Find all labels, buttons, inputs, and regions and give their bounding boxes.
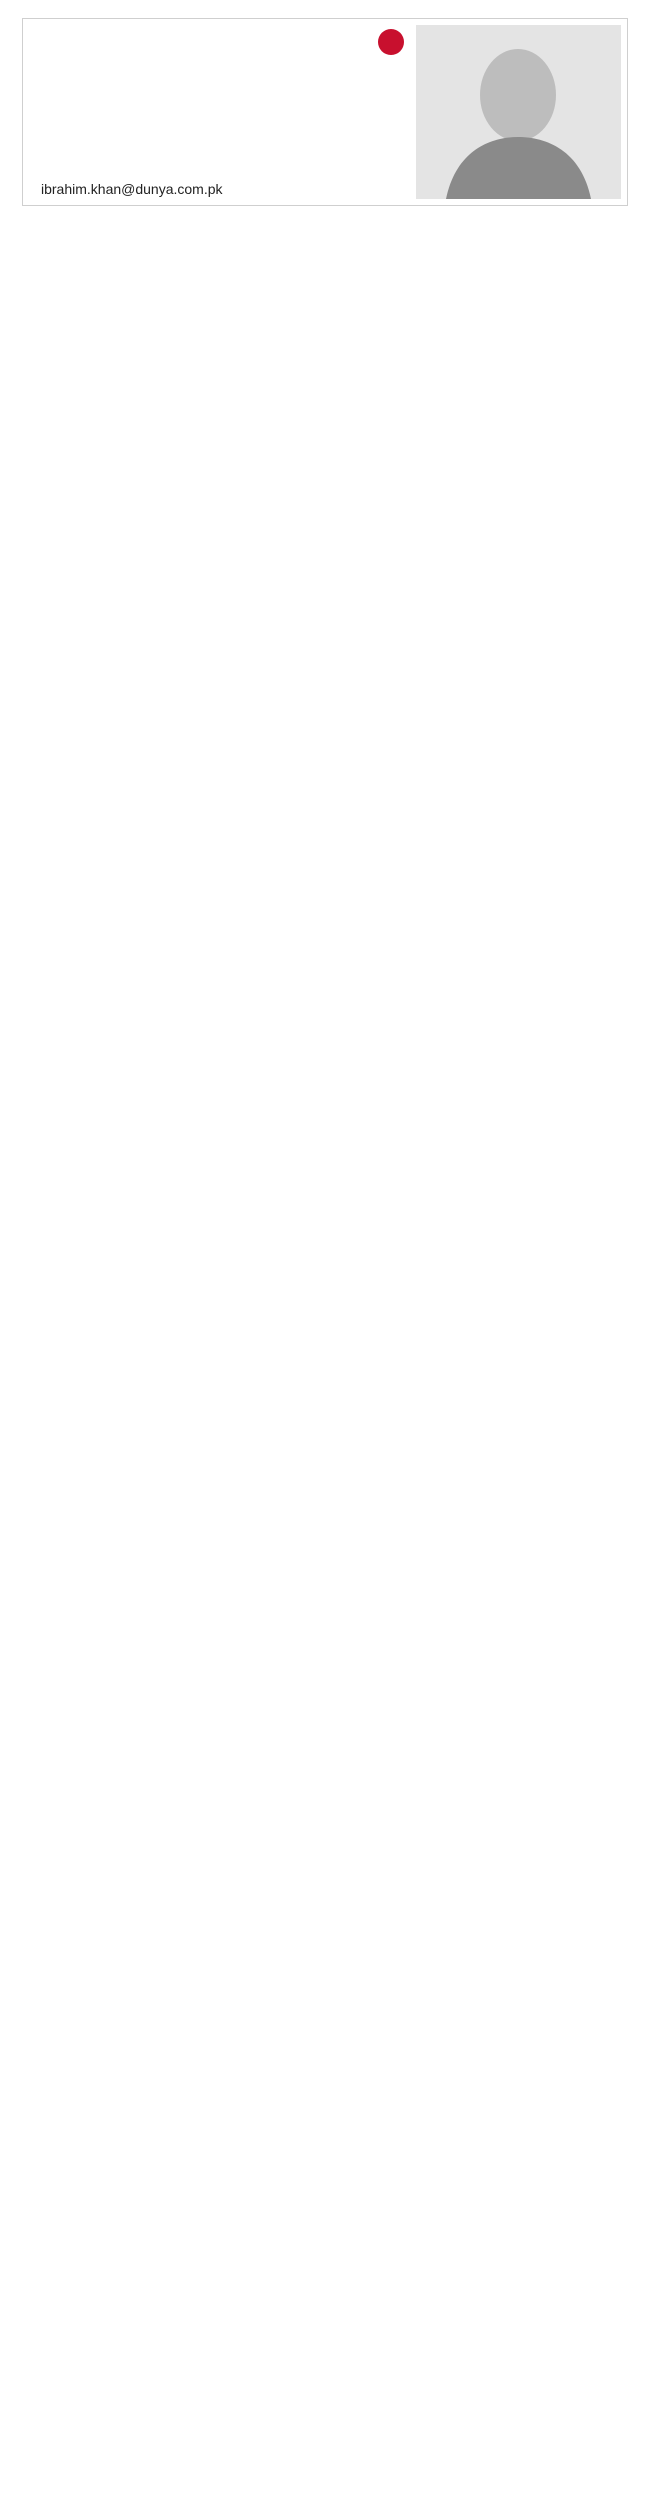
column-brand bbox=[41, 29, 404, 55]
author-portrait-icon bbox=[416, 25, 621, 199]
author-email: ibrahim.khan@dunya.com.pk bbox=[41, 181, 223, 197]
column-header bbox=[22, 18, 628, 206]
author-photo bbox=[416, 25, 621, 199]
brand-logo-icon bbox=[378, 29, 404, 55]
title-block bbox=[29, 25, 416, 199]
article-body bbox=[22, 220, 628, 2490]
